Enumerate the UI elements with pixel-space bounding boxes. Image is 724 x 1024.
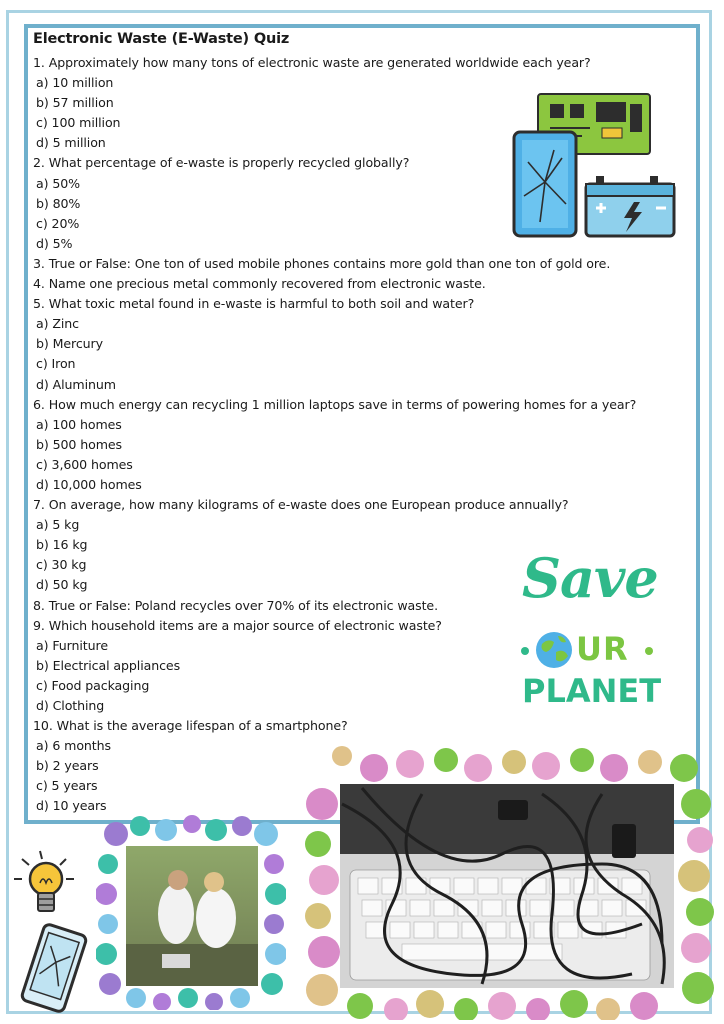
answer-option: a) 50% <box>36 175 81 191</box>
globe-icon <box>534 630 574 670</box>
question-5: 5. What toxic metal found in e-waste is harmful to both soil and water? <box>33 296 475 312</box>
question-6: 6. How much energy can recycling 1 million laptops save in terms of powering homes for a year? <box>33 396 637 412</box>
question-8: 8. True or False: Poland recycles over 70% of its electronic waste. <box>33 597 438 613</box>
answer-option: c) Food packaging <box>36 677 150 693</box>
question-10: 10. What is the average lifespan of a smartphone? <box>33 718 348 734</box>
answer-option: c) 3,600 homes <box>36 456 133 472</box>
question-1: 1. Approximately how many tons of electronic waste are generated worldwide each year? <box>33 55 591 70</box>
ewaste-cables-photo <box>302 744 718 1020</box>
question-4: 4. Name one precious metal commonly recovered from electronic waste. <box>33 276 486 292</box>
answer-option: d) 50 kg <box>36 577 88 593</box>
logo-save-text: Save <box>522 546 658 610</box>
answer-option: c) 30 kg <box>36 557 87 573</box>
answer-option: c) 5 years <box>36 778 98 794</box>
answer-option: b) 500 homes <box>36 436 123 452</box>
answer-option: d) 5% <box>36 235 73 251</box>
answer-option: b) 16 kg <box>36 537 88 553</box>
answer-option: a) 10 million <box>36 75 114 91</box>
cracked-phone-icon <box>18 922 90 1014</box>
question-2: 2. What percentage of e-waste is properly recycled globally? <box>33 155 410 171</box>
answer-option: b) 57 million <box>36 95 114 111</box>
answer-option: d) Aluminum <box>36 376 116 392</box>
logo-planet-text: PLANET <box>522 672 662 710</box>
answer-option: b) Mercury <box>36 336 103 352</box>
answer-option: b) 80% <box>36 195 81 211</box>
answer-option: b) Electrical appliances <box>36 657 181 673</box>
answer-option: b) 2 years <box>36 758 99 774</box>
answer-option: a) 5 kg <box>36 517 80 533</box>
question-7: 7. On average, how many kilograms of e-waste does one European produce annually? <box>33 497 569 513</box>
answer-option: a) Furniture <box>36 637 108 653</box>
logo-our-row <box>520 630 670 670</box>
answer-option: a) 100 homes <box>36 416 122 432</box>
answer-option: d) Clothing <box>36 698 105 713</box>
save-our-planet-logo <box>514 546 674 721</box>
answer-option: d) 5 million <box>36 135 106 151</box>
answer-option: c) 100 million <box>36 115 121 131</box>
volunteers-photo <box>96 814 286 1010</box>
answer-option: c) 20% <box>36 215 80 231</box>
answer-option: a) Zinc <box>36 316 79 332</box>
ewaste-devices-icon <box>510 92 680 240</box>
question-9: 9. Which household items are a major source of electronic waste? <box>33 617 442 633</box>
answer-option: d) 10 years <box>36 798 107 814</box>
question-3: 3. True or False: One ton of used mobile phones contains more gold than one ton of gold ore. <box>33 255 611 271</box>
answer-option: d) 10,000 homes <box>36 476 142 492</box>
dot-icon <box>520 646 530 656</box>
dot-icon <box>644 646 654 656</box>
logo-our-text: UR <box>576 630 629 668</box>
answer-option: c) Iron <box>36 356 76 372</box>
lightbulb-icon <box>10 845 90 925</box>
answer-option: a) 6 months <box>36 738 111 754</box>
page-title: Electronic Waste (E-Waste) Quiz <box>33 31 290 47</box>
